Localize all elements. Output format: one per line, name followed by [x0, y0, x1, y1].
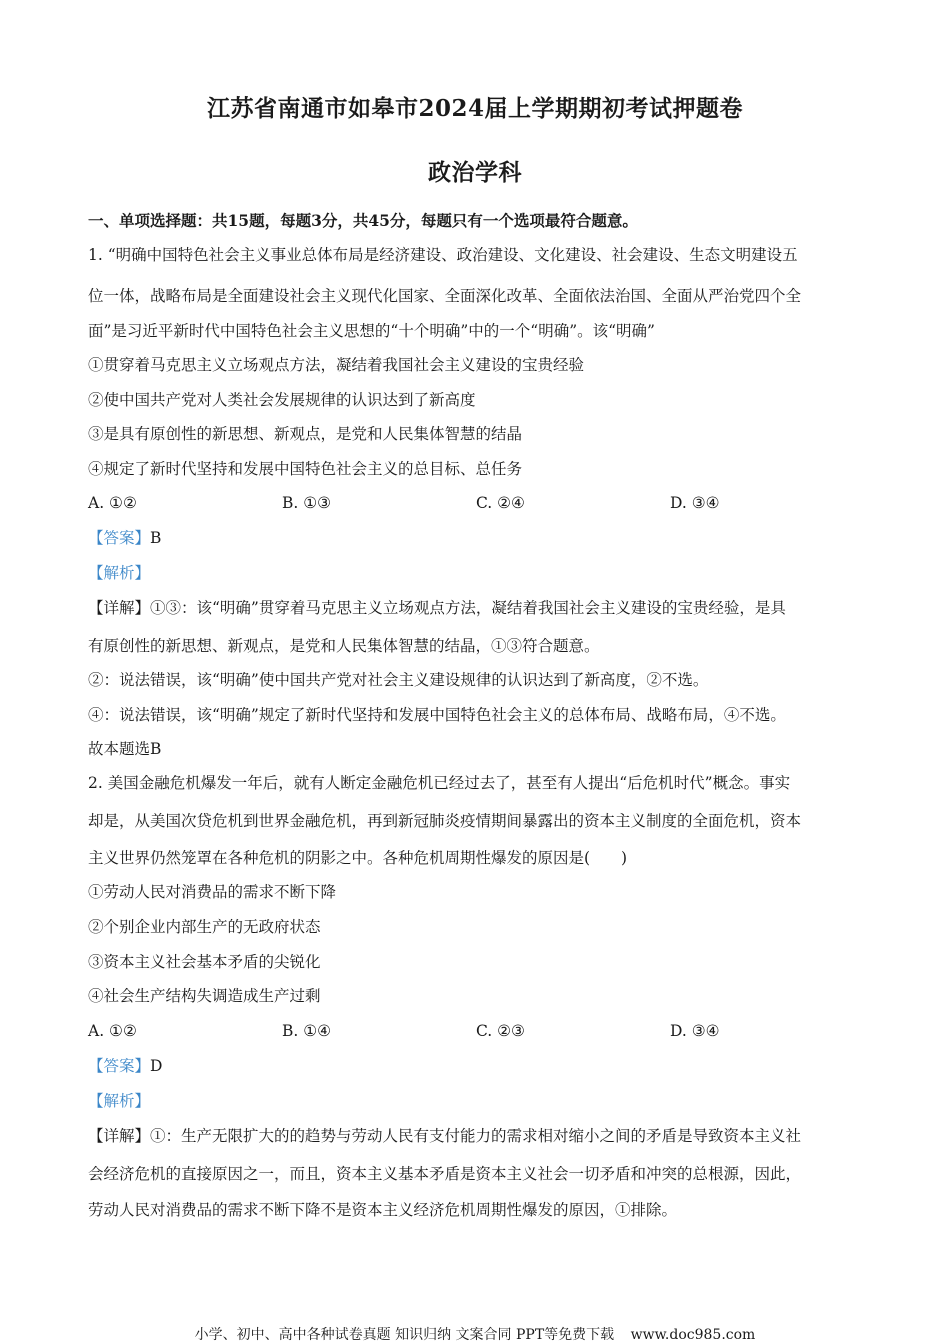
q1-detail-line-3: ②：说法错误，该“明确”使中国共产党对社会主义建设规律的认识达到了新高度，②不选。: [88, 671, 709, 689]
q2-option-d: D. ③④: [670, 1022, 720, 1040]
q2-stem-line-1: 2. 美国金融危机爆发一年后，就有人断定金融危机已经过去了，甚至有人提出“后危机时代”概念。事实: [88, 774, 791, 792]
q2-stem-line-3: 主义世界仍然笼罩在各种危机的阴影之中。各种危机周期性爆发的原因是( ): [88, 849, 628, 867]
q2-detail-line-3: 劳动人民对消费品的需求不断下降不是资本主义经济危机周期性爆发的原因，①排除。: [88, 1201, 678, 1219]
q1-answer: [88, 528, 878, 548]
q1-stem-line-3: 面”是习近平新时代中国特色社会主义思想的“十个明确”中的一个“明确”。该“明确”: [88, 322, 655, 340]
q1-detail-line-2: 有原创性的新思想、新观点，是党和人民集体智慧的结晶，①③符合题意。: [88, 637, 600, 655]
q2-option-b: B. ①④: [282, 1022, 332, 1040]
document-subtitle: 政治学科: [428, 159, 522, 186]
q1-detail-line-5: 故本题选B: [88, 740, 162, 758]
q2-answer: [88, 1056, 878, 1076]
q1-item-3: ③是具有原创性的新思想、新观点，是党和人民集体智慧的结晶: [88, 425, 523, 443]
page-footer: [0, 1324, 950, 1344]
q2-stem-line-2: 却是，从美国次贷危机到世界金融危机，再到新冠肺炎疫情期间暴露出的资本主义制度的全面危机，资本: [88, 812, 802, 830]
q1-analysis-tag: 【解析】: [88, 564, 151, 582]
q1-detail-line-4: ④：说法错误，该“明确”规定了新时代坚持和发展中国特色社会主义的总体布局、战略布局，④不选。: [88, 706, 786, 724]
footer-link[interactable]: www.doc985.com: [630, 1327, 756, 1343]
q1-answer-tag: 【答案】: [88, 529, 151, 547]
q1-option-b: B. ①③: [282, 494, 332, 512]
section-heading: 一、单项选择题：共15题，每题3分，共45分，每题只有一个选项最符合题意。: [88, 211, 638, 230]
footer-text: 小学、初中、高中各种试卷真题 知识归纳 文案合同 PPT等免费下载: [194, 1327, 615, 1343]
q1-item-4: ④规定了新时代坚持和发展中国特色社会主义的总目标、总任务: [88, 460, 523, 478]
q1-item-1: ①贯穿着马克思主义立场观点方法，凝结着我国社会主义建设的宝贵经验: [88, 356, 585, 374]
q2-answer-tag: 【答案】: [88, 1057, 151, 1075]
q2-detail-line-1: 【详解】①：生产无限扩大的的趋势与劳动人民有支付能力的需求相对缩小之间的矛盾是导致资本主义社: [88, 1127, 802, 1145]
q1-option-d: D. ③④: [670, 494, 720, 512]
document-title: 江苏省南通市如皋市2024届上学期期初考试押题卷: [206, 95, 743, 122]
q2-option-a: A. ①②: [88, 1022, 137, 1040]
q2-item-4: ④社会生产结构失调造成生产过剩: [88, 987, 321, 1005]
q1-stem-line-1: 1. “明确中国特色社会主义事业总体布局是经济建设、政治建设、文化建设、社会建设、生态文明建设五: [88, 246, 798, 264]
q2-item-1: ①劳动人民对消费品的需求不断下降: [88, 883, 337, 901]
q2-option-c: C. ②③: [476, 1022, 525, 1040]
q2-answer-value: D: [150, 1057, 163, 1075]
q2-item-2: ②个别企业内部生产的无政府状态: [88, 918, 321, 936]
q1-option-a: A. ①②: [88, 494, 137, 512]
q2-detail-line-2: 会经济危机的直接原因之一，而且，资本主义基本矛盾是资本主义社会一切矛盾和冲突的总根源，因此，: [88, 1165, 802, 1183]
q1-answer-value: B: [150, 529, 162, 547]
q1-detail-line-1: 【详解】①③：该“明确”贯穿着马克思主义立场观点方法，凝结着我国社会主义建设的宝贵经验，是具: [88, 599, 786, 617]
q2-analysis-tag: 【解析】: [88, 1092, 151, 1110]
q1-stem-line-2: 位一体，战略布局是全面建设社会主义现代化国家、全面深化改革、全面依法治国、全面从严治党四个全: [88, 287, 802, 305]
q1-option-c: C. ②④: [476, 494, 525, 512]
q2-item-3: ③资本主义社会基本矛盾的尖锐化: [88, 953, 321, 971]
q1-item-2: ②使中国共产党对人类社会发展规律的认识达到了新高度: [88, 391, 476, 409]
